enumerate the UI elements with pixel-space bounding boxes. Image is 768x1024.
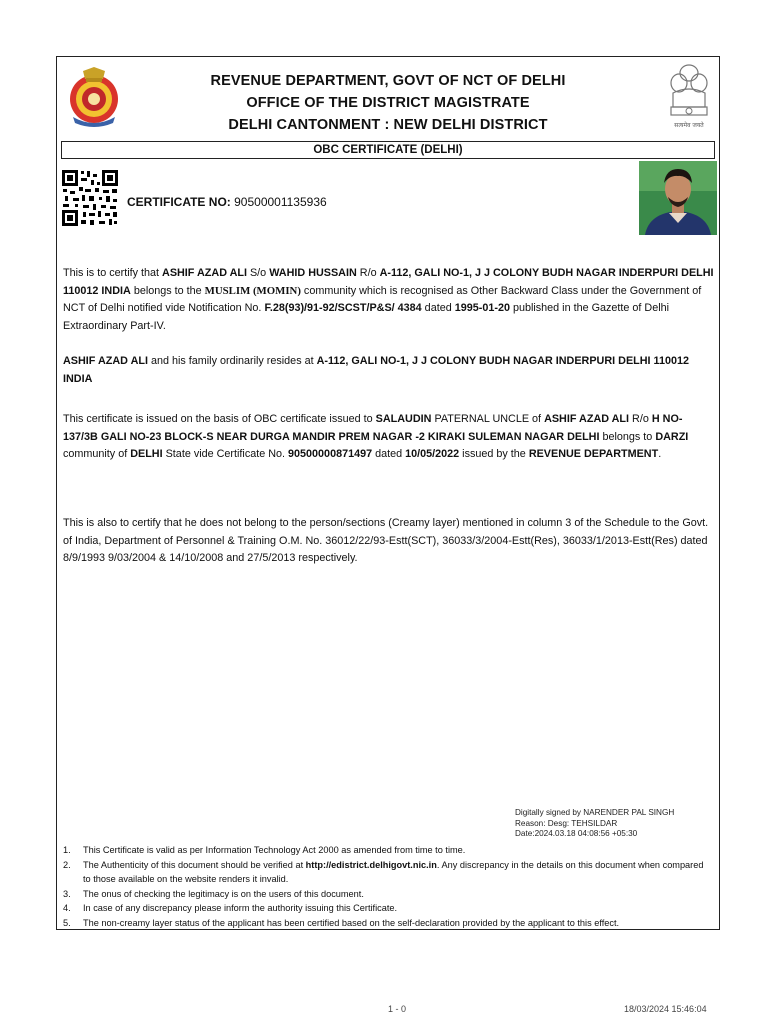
certificate-number xyxy=(127,195,327,209)
print-datetime: 18/03/2024 15:46:04 xyxy=(624,1004,707,1014)
note-number: 3. xyxy=(63,888,71,899)
certificate-title: OBC CERTIFICATE (DELHI) xyxy=(61,141,715,159)
note-number: 1. xyxy=(63,845,71,855)
certificate-number-value: 90500001135936 xyxy=(234,195,327,209)
note-item xyxy=(63,887,713,902)
text: PATERNAL UNCLE of xyxy=(431,413,545,425)
notes-list xyxy=(63,843,713,930)
creamy-layer-paragraph: This is also to certify that he does not belong to the person/sections (Creamy layer) mentioned in column 3 of the Schedule to the Govt. of India, Department of Personnel & Training O.M. No. 36012/22/93-Estt(SCT), 36033/3/2004-Estt(Res), 36033/1/2013-Estt(Res) dated 8/9/1993 9/03/2004 & 14/10/2008 and 27/5/2013 respectively. xyxy=(63,517,709,564)
note-number: 5. xyxy=(63,917,71,928)
text: and his family ordinarily resides at xyxy=(147,355,317,367)
office-title: OFFICE OF THE DISTRICT MAGISTRATE xyxy=(246,95,530,111)
note-text: The onus of checking the legitimacy is on the users of this document. xyxy=(83,888,364,899)
district-title: DELHI CANTONMENT : NEW DELHI DISTRICT xyxy=(228,117,548,133)
digital-signature-block xyxy=(515,808,674,840)
reference-certificate-number: 90500000871497 xyxy=(288,448,373,460)
text: S/o xyxy=(246,267,270,279)
qr-code-icon xyxy=(61,169,119,227)
text: This is to certify that xyxy=(63,267,163,279)
note-number: 4. xyxy=(63,903,71,913)
text: belongs to xyxy=(599,430,656,443)
certificate-frame xyxy=(56,56,720,930)
text: This certificate is issued on the basis of OBC certificate issued to xyxy=(63,413,376,425)
issuing-department: REVENUE DEPARTMENT xyxy=(528,448,659,460)
text: published in the Gazette of Delhi Extraordinary Part-IV. xyxy=(63,302,670,332)
applicant-name: ASHIF AZAD ALI xyxy=(544,413,630,425)
certificate-header xyxy=(57,57,719,141)
text: community of xyxy=(63,448,131,460)
page-number: 1 - 0 xyxy=(388,1004,407,1014)
certification-paragraph xyxy=(63,265,715,335)
applicant-photo xyxy=(639,161,717,235)
reference-certificate-date: 10/05/2022 xyxy=(405,448,460,460)
notification-date: 1995-01-20 xyxy=(454,302,510,314)
emblem-motto: सत्यमेव जयते xyxy=(674,122,704,129)
signature-reason: Reason: Desg: TEHSILDAR xyxy=(515,818,618,828)
note-item xyxy=(63,901,713,916)
note-item xyxy=(63,916,713,931)
note-text: In case of any discrepancy please inform the authority issuing this Certificate. xyxy=(83,903,398,913)
notification-number: F.28(93)/91-92/SCST/P&S/ 4384 xyxy=(264,302,422,314)
relative-name: SALAUDIN xyxy=(375,413,432,425)
signature-signer: Digitally signed by NARENDER PAL SINGH xyxy=(515,808,675,817)
text: community which is recognised as Other Backward Class under the Government of NCT of Delhi notified vide Notification No. xyxy=(63,284,702,314)
residence-address: A-112, GALI NO-1, J J COLONY BUDH NAGAR INDERPURI DELHI 110012 INDIA xyxy=(63,355,689,385)
father-name: WAHID HUSSAIN xyxy=(269,267,357,279)
text: R/o xyxy=(356,267,380,279)
verification-link[interactable]: http://edistrict.delhigovt.nic.in xyxy=(305,859,437,870)
state-name: DELHI xyxy=(130,448,163,460)
residence-paragraph xyxy=(63,353,715,388)
applicant-name: ASHIF AZAD ALI xyxy=(63,355,148,367)
note-item xyxy=(63,843,713,858)
text: dated xyxy=(372,448,406,460)
note-text: . Any discrepancy in the details on this document when compared to those available on the website renders it invalid. xyxy=(83,859,704,884)
community-name: MUSLIM (MOMIN) xyxy=(204,284,301,297)
text: issued by the xyxy=(459,448,529,460)
relative-community: DARZI xyxy=(655,430,689,443)
text: . xyxy=(658,448,662,460)
national-emblem-icon xyxy=(665,63,713,133)
signature-date: Date:2024.03.18 04:08:56 +05:30 xyxy=(515,829,638,838)
relative-address: H NO-137/3B GALI NO-23 BLOCK-S NEAR DURGA MANDIR PREM NAGAR -2 KIRAKI SULEMAN NAGAR DELHI xyxy=(63,413,683,443)
note-text: This Certificate is valid as per Information Technology Act 2000 as amended from time to time. xyxy=(83,845,466,855)
note-text: The non-creamy layer status of the applicant has been certified based on the self-declaration provided by the applicant to this effect. xyxy=(83,917,620,928)
text: belongs to the xyxy=(130,284,205,297)
text: dated xyxy=(421,302,455,314)
note-number: 2. xyxy=(63,859,71,870)
note-text: The Authenticity of this document should be verified at xyxy=(83,859,306,870)
certificate-number-label: CERTIFICATE NO: xyxy=(127,195,231,209)
text: R/o xyxy=(629,413,652,425)
basis-paragraph xyxy=(63,411,715,464)
applicant-name: ASHIF AZAD ALI xyxy=(162,267,247,279)
department-title: REVENUE DEPARTMENT, GOVT OF NCT OF DELHI xyxy=(210,73,566,89)
note-item xyxy=(63,858,713,887)
applicant-address: A-112, GALI NO-1, J J COLONY BUDH NAGAR INDERPURI DELHI 110012 INDIA xyxy=(63,267,714,297)
text: State vide Certificate No. xyxy=(162,448,289,460)
